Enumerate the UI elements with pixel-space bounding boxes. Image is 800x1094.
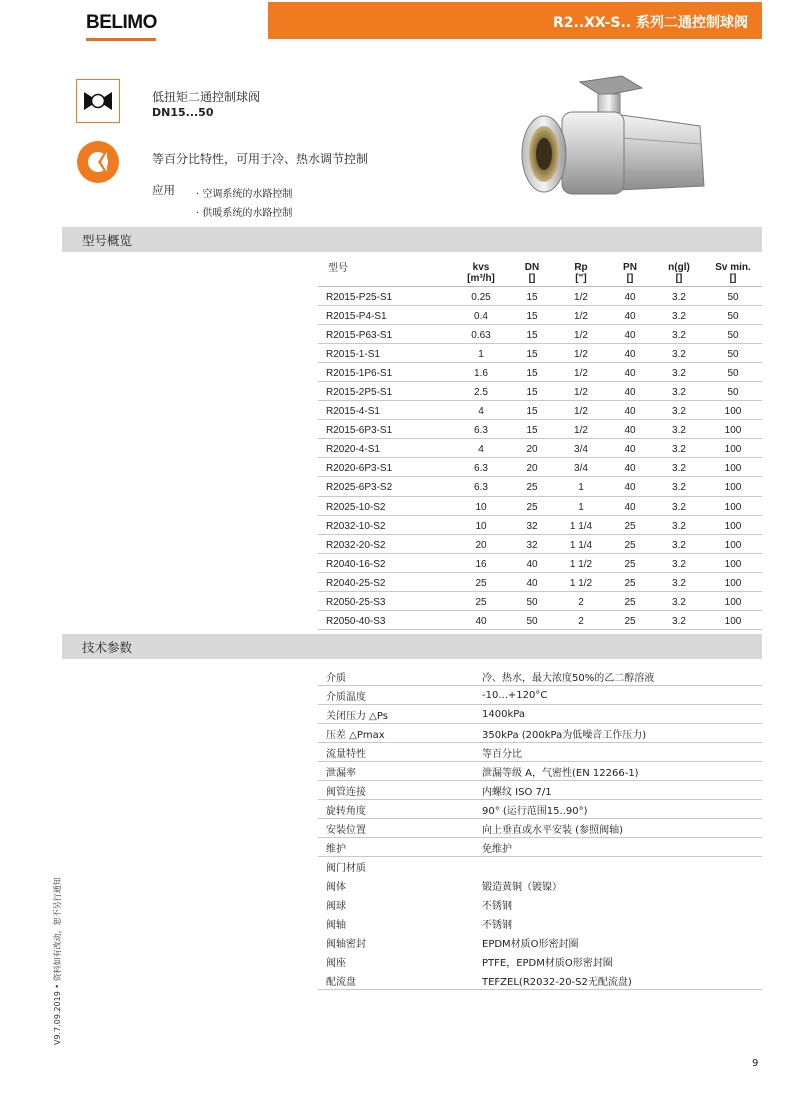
param-label: 阀座 bbox=[326, 958, 346, 969]
params-table bbox=[318, 666, 762, 990]
param-value: EPDM材质O形密封圈 bbox=[482, 939, 579, 950]
cell-sv-min: 100 bbox=[704, 458, 762, 477]
cell-dn: 25 bbox=[508, 496, 556, 515]
cell-kvs: 10 bbox=[454, 496, 508, 515]
cell-ngl: 3.2 bbox=[654, 305, 704, 324]
cell-sv-min: 100 bbox=[704, 611, 762, 630]
cell-ngl: 3.2 bbox=[654, 572, 704, 591]
cell-model: R2025-6P3-S2 bbox=[318, 477, 454, 496]
cell-ngl: 3.2 bbox=[654, 324, 704, 343]
cell-kvs: 4 bbox=[454, 401, 508, 420]
cell-model: R2050-40-S3 bbox=[318, 611, 454, 630]
cell-ngl: 3.2 bbox=[654, 362, 704, 381]
cell-model: R2020-4-S1 bbox=[318, 439, 454, 458]
cell-rp: 1/2 bbox=[556, 343, 606, 362]
cell-kvs: 1 bbox=[454, 343, 508, 362]
header-bar bbox=[268, 2, 762, 39]
cell-pn: 25 bbox=[606, 553, 654, 572]
param-value: 1400kPa bbox=[476, 704, 762, 723]
param-label: 阀体 bbox=[326, 882, 346, 893]
cell-sv-min: 50 bbox=[704, 305, 762, 324]
cell-model: R2050-25-S3 bbox=[318, 592, 454, 611]
param-row bbox=[318, 742, 762, 761]
param-label: 关闭压力 △Ps bbox=[318, 704, 476, 723]
cell-kvs: 40 bbox=[454, 611, 508, 630]
cell-model: R2032-20-S2 bbox=[318, 534, 454, 553]
cell-dn: 40 bbox=[508, 572, 556, 591]
table-row bbox=[318, 286, 762, 305]
param-row bbox=[318, 818, 762, 837]
param-row bbox=[318, 913, 762, 932]
cell-rp: 1 bbox=[556, 477, 606, 496]
cell-model: R2015-4-S1 bbox=[318, 401, 454, 420]
cell-sv-min: 100 bbox=[704, 592, 762, 611]
cell-pn: 40 bbox=[606, 343, 654, 362]
cell-rp: 1/2 bbox=[556, 286, 606, 305]
cell-sv-min: 100 bbox=[704, 534, 762, 553]
cell-ngl: 3.2 bbox=[654, 477, 704, 496]
cell-model: R2015-P25-S1 bbox=[318, 286, 454, 305]
cell-pn: 40 bbox=[606, 420, 654, 439]
param-value: 等百分比 bbox=[476, 742, 762, 761]
cell-pn: 40 bbox=[606, 305, 654, 324]
param-value: 不锈钢 bbox=[482, 920, 512, 931]
cell-dn: 15 bbox=[508, 324, 556, 343]
col-header-sv-min: Sv min. [] bbox=[704, 254, 762, 286]
product-title: 低扭矩二通控制球阀 bbox=[152, 90, 261, 104]
cell-rp: 1/2 bbox=[556, 362, 606, 381]
table-row bbox=[318, 305, 762, 324]
table-row bbox=[318, 362, 762, 381]
cell-model: R2015-6P3-S1 bbox=[318, 420, 454, 439]
param-value: 锻造黄铜（镀镍） bbox=[482, 882, 562, 893]
cell-sv-min: 100 bbox=[704, 477, 762, 496]
cell-kvs: 6.3 bbox=[454, 458, 508, 477]
table-row bbox=[318, 458, 762, 477]
param-row bbox=[318, 704, 762, 723]
param-value: 泄漏等级 A，气密性(EN 12266-1) bbox=[476, 761, 762, 780]
param-row bbox=[318, 666, 762, 685]
cell-pn: 40 bbox=[606, 362, 654, 381]
cell-dn: 50 bbox=[508, 611, 556, 630]
characteristic-icon bbox=[76, 140, 120, 184]
cell-model: R2025-10-S2 bbox=[318, 496, 454, 515]
cell-rp: 1 1/2 bbox=[556, 553, 606, 572]
param-value: -10...+120°C bbox=[476, 685, 762, 704]
cell-model: R2015-1-S1 bbox=[318, 343, 454, 362]
table-row bbox=[318, 477, 762, 496]
cell-kvs: 0.25 bbox=[454, 286, 508, 305]
application-item: · 空调系统的水路控制 bbox=[196, 189, 293, 200]
cell-ngl: 3.2 bbox=[654, 496, 704, 515]
cell-kvs: 25 bbox=[454, 572, 508, 591]
models-table-header-row bbox=[318, 254, 762, 286]
cell-model: R2015-1P6-S1 bbox=[318, 362, 454, 381]
cell-pn: 40 bbox=[606, 324, 654, 343]
cell-dn: 15 bbox=[508, 420, 556, 439]
table-row bbox=[318, 572, 762, 591]
cell-dn: 40 bbox=[508, 553, 556, 572]
ball-valve-symbol-icon bbox=[76, 79, 120, 123]
cell-rp: 2 bbox=[556, 611, 606, 630]
cell-dn: 15 bbox=[508, 286, 556, 305]
cell-sv-min: 50 bbox=[704, 324, 762, 343]
cell-rp: 1 1/2 bbox=[556, 572, 606, 591]
page-number: 9 bbox=[752, 1058, 759, 1069]
param-row bbox=[318, 761, 762, 780]
cell-pn: 40 bbox=[606, 439, 654, 458]
cell-kvs: 0.4 bbox=[454, 305, 508, 324]
col-header-ngl: n(gl) [] bbox=[654, 254, 704, 286]
param-label: 流量特性 bbox=[318, 742, 476, 761]
cell-kvs: 10 bbox=[454, 515, 508, 534]
cell-ngl: 3.2 bbox=[654, 458, 704, 477]
cell-sv-min: 50 bbox=[704, 362, 762, 381]
param-label: 介质温度 bbox=[318, 685, 476, 704]
cell-model: R2020-6P3-S1 bbox=[318, 458, 454, 477]
cell-dn: 15 bbox=[508, 343, 556, 362]
param-label: 阀轴 bbox=[326, 920, 346, 931]
param-value: 免维护 bbox=[476, 837, 762, 856]
cell-pn: 25 bbox=[606, 611, 654, 630]
cell-pn: 25 bbox=[606, 515, 654, 534]
cell-dn: 15 bbox=[508, 305, 556, 324]
col-header-kvs: kvs [m³/h] bbox=[454, 254, 508, 286]
cell-kvs: 20 bbox=[454, 534, 508, 553]
cell-pn: 40 bbox=[606, 286, 654, 305]
param-row bbox=[318, 856, 762, 875]
table-row bbox=[318, 401, 762, 420]
table-row bbox=[318, 553, 762, 572]
cell-ngl: 3.2 bbox=[654, 534, 704, 553]
cell-rp: 1 1/4 bbox=[556, 534, 606, 553]
cell-pn: 25 bbox=[606, 572, 654, 591]
param-value: 不锈钢 bbox=[482, 901, 512, 912]
characteristic-text: 等百分比特性，可用于冷、热水调节控制 bbox=[152, 152, 369, 166]
cell-model: R2015-2P5-S1 bbox=[318, 381, 454, 400]
table-row bbox=[318, 343, 762, 362]
revision-note: V9.7.09.2019 • 资料如有改动，恕不另行通知 bbox=[53, 877, 62, 1045]
cell-rp: 1 1/4 bbox=[556, 515, 606, 534]
cell-rp: 1/2 bbox=[556, 401, 606, 420]
cell-rp: 2 bbox=[556, 592, 606, 611]
param-value: 内螺纹 ISO 7/1 bbox=[476, 780, 762, 799]
param-row bbox=[318, 723, 762, 742]
param-value: 90° (运行范围15..90°) bbox=[476, 799, 762, 818]
param-label: 泄漏率 bbox=[318, 761, 476, 780]
cell-ngl: 3.2 bbox=[654, 401, 704, 420]
cell-pn: 40 bbox=[606, 401, 654, 420]
param-row bbox=[318, 970, 762, 989]
cell-rp: 1/2 bbox=[556, 305, 606, 324]
cell-kvs: 25 bbox=[454, 592, 508, 611]
cell-sv-min: 100 bbox=[704, 515, 762, 534]
param-row bbox=[318, 685, 762, 704]
cell-rp: 3/4 bbox=[556, 458, 606, 477]
cell-kvs: 2.5 bbox=[454, 381, 508, 400]
param-label: 阀轴密封 bbox=[326, 939, 366, 950]
cell-dn: 20 bbox=[508, 458, 556, 477]
cell-dn: 15 bbox=[508, 381, 556, 400]
col-header-rp: Rp ["] bbox=[556, 254, 606, 286]
cell-ngl: 3.2 bbox=[654, 553, 704, 572]
cell-kvs: 4 bbox=[454, 439, 508, 458]
application-label: 应用 bbox=[152, 183, 175, 197]
cell-sv-min: 100 bbox=[704, 420, 762, 439]
cell-rp: 1/2 bbox=[556, 381, 606, 400]
param-label: 阀球 bbox=[326, 901, 346, 912]
col-header-dn: DN [] bbox=[508, 254, 556, 286]
cell-ngl: 3.2 bbox=[654, 343, 704, 362]
cell-dn: 32 bbox=[508, 534, 556, 553]
models-table bbox=[318, 254, 762, 630]
cell-ngl: 3.2 bbox=[654, 592, 704, 611]
cell-dn: 32 bbox=[508, 515, 556, 534]
param-label: 配流盘 bbox=[318, 970, 476, 989]
param-value: TEFZEL(R2032-20-S2无配流盘) bbox=[476, 970, 762, 989]
cell-model: R2040-16-S2 bbox=[318, 553, 454, 572]
cell-dn: 15 bbox=[508, 401, 556, 420]
cell-model: R2040-25-S2 bbox=[318, 572, 454, 591]
param-label: 压差 △Pmax bbox=[318, 723, 476, 742]
cell-model: R2015-P4-S1 bbox=[318, 305, 454, 324]
table-row bbox=[318, 592, 762, 611]
cell-ngl: 3.2 bbox=[654, 611, 704, 630]
param-value: 350kPa (200kPa为低噪音工作压力) bbox=[476, 723, 762, 742]
cell-ngl: 3.2 bbox=[654, 286, 704, 305]
table-row bbox=[318, 534, 762, 553]
table-row bbox=[318, 420, 762, 439]
col-header-model: 型号 bbox=[318, 254, 454, 286]
param-value: 向上垂直或水平安装 (参照阀轴) bbox=[476, 818, 762, 837]
cell-pn: 25 bbox=[606, 534, 654, 553]
cell-kvs: 6.3 bbox=[454, 477, 508, 496]
cell-kvs: 1.6 bbox=[454, 362, 508, 381]
cell-model: R2015-P63-S1 bbox=[318, 324, 454, 343]
models-section-header bbox=[62, 227, 762, 252]
cell-kvs: 16 bbox=[454, 553, 508, 572]
col-header-pn: PN [] bbox=[606, 254, 654, 286]
param-row bbox=[318, 875, 762, 894]
table-row bbox=[318, 496, 762, 515]
cell-sv-min: 50 bbox=[704, 286, 762, 305]
cell-dn: 15 bbox=[508, 362, 556, 381]
table-row bbox=[318, 439, 762, 458]
cell-rp: 3/4 bbox=[556, 439, 606, 458]
cell-rp: 1 bbox=[556, 496, 606, 515]
document-title: R2..XX-S.. 系列二通控制球阀 bbox=[552, 15, 748, 31]
cell-kvs: 6.3 bbox=[454, 420, 508, 439]
cell-pn: 40 bbox=[606, 458, 654, 477]
cell-sv-min: 100 bbox=[704, 401, 762, 420]
cell-rp: 1/2 bbox=[556, 420, 606, 439]
cell-pn: 40 bbox=[606, 496, 654, 515]
table-row bbox=[318, 381, 762, 400]
cell-dn: 20 bbox=[508, 439, 556, 458]
table-row bbox=[318, 324, 762, 343]
cell-rp: 1/2 bbox=[556, 324, 606, 343]
cell-model: R2032-10-S2 bbox=[318, 515, 454, 534]
table-row bbox=[318, 515, 762, 534]
cell-pn: 40 bbox=[606, 477, 654, 496]
cell-sv-min: 100 bbox=[704, 496, 762, 515]
params-section-header bbox=[62, 634, 762, 659]
param-row bbox=[318, 780, 762, 799]
models-section-title: 型号概览 bbox=[82, 233, 133, 248]
param-row bbox=[318, 799, 762, 818]
param-label: 安装位置 bbox=[318, 818, 476, 837]
params-section-title: 技术参数 bbox=[82, 640, 133, 655]
application-item: · 供暖系统的水路控制 bbox=[196, 208, 293, 219]
cell-ngl: 3.2 bbox=[654, 439, 704, 458]
cell-sv-min: 50 bbox=[704, 343, 762, 362]
table-row bbox=[318, 611, 762, 630]
param-label: 维护 bbox=[318, 837, 476, 856]
param-row bbox=[318, 837, 762, 856]
param-value: 冷、热水，最大浓度50%的乙二醇溶液 bbox=[476, 666, 762, 685]
param-value bbox=[476, 856, 762, 875]
cell-pn: 25 bbox=[606, 592, 654, 611]
logo-text: BELIMO bbox=[86, 12, 157, 33]
valve-product-image bbox=[514, 72, 714, 212]
logo-underline bbox=[86, 38, 156, 41]
cell-sv-min: 100 bbox=[704, 572, 762, 591]
param-label: 阀管连接 bbox=[318, 780, 476, 799]
cell-ngl: 3.2 bbox=[654, 515, 704, 534]
cell-sv-min: 100 bbox=[704, 439, 762, 458]
cell-dn: 25 bbox=[508, 477, 556, 496]
cell-sv-min: 50 bbox=[704, 381, 762, 400]
param-label: 旋转角度 bbox=[318, 799, 476, 818]
cell-ngl: 3.2 bbox=[654, 381, 704, 400]
param-label: 阀门材质 bbox=[326, 863, 366, 875]
param-row bbox=[318, 894, 762, 913]
belimo-logo bbox=[86, 12, 156, 36]
cell-kvs: 0.63 bbox=[454, 324, 508, 343]
param-row bbox=[318, 951, 762, 970]
param-row bbox=[318, 932, 762, 951]
cell-sv-min: 100 bbox=[704, 553, 762, 572]
cell-pn: 40 bbox=[606, 381, 654, 400]
cell-dn: 50 bbox=[508, 592, 556, 611]
param-label: 介质 bbox=[318, 666, 476, 685]
param-value: PTFE，EPDM材质O形密封圈 bbox=[482, 958, 613, 969]
dn-range: DN15...50 bbox=[152, 106, 214, 119]
cell-ngl: 3.2 bbox=[654, 420, 704, 439]
